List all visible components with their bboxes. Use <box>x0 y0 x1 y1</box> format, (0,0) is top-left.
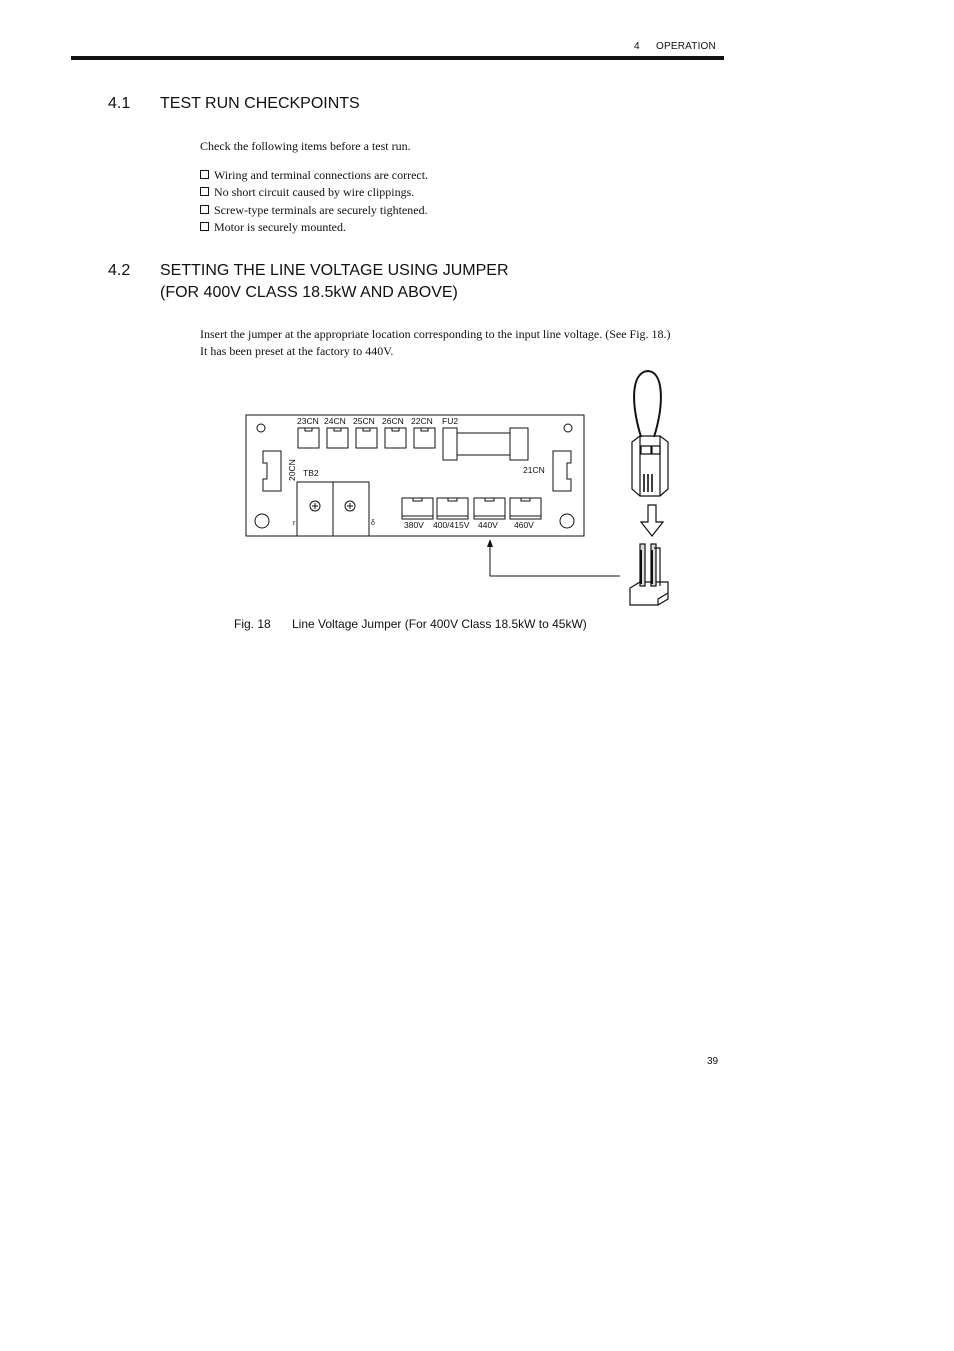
line-voltage-jumper-figure <box>0 0 954 640</box>
connector-25cn <box>356 428 377 448</box>
label-25cn: 25CN <box>353 416 375 426</box>
connector-23cn <box>298 428 319 448</box>
label-26cn: 26CN <box>382 416 404 426</box>
label-440v: 440V <box>478 520 498 530</box>
connector-24cn <box>327 428 348 448</box>
insert-arrow-icon <box>641 505 663 536</box>
figure-caption-number: Fig. 18 <box>234 617 271 631</box>
label-22cn: 22CN <box>411 416 433 426</box>
voltage-selector-connectors <box>402 498 541 519</box>
figure-caption-text: Line Voltage Jumper (For 400V Class 18.5kW to 45kW) <box>292 617 587 631</box>
label-24cn: 24CN <box>324 416 346 426</box>
section-1-number: 4.1 <box>108 95 131 112</box>
section-1-intro: Check the following items before a test run. <box>200 139 411 153</box>
label-terminal-r: r <box>293 520 296 527</box>
connector-22cn <box>414 428 435 448</box>
section-2-title-line2: (FOR 400V CLASS 18.5kW AND ABOVE) <box>160 284 458 301</box>
label-20cn: 20CN <box>287 459 297 481</box>
chapter-number: 4 <box>634 41 640 52</box>
connector-26cn <box>385 428 406 448</box>
mounting-hole <box>564 424 572 432</box>
section-2-title-line1: SETTING THE LINE VOLTAGE USING JUMPER <box>160 262 509 279</box>
label-terminal-s: δ <box>371 520 375 527</box>
mounting-hole <box>560 514 574 528</box>
section-2-paragraph-line1: Insert the jumper at the appropriate location corresponding to the input line voltage. (See Fig. 18.) <box>200 327 671 341</box>
checklist-item-text: Wiring and terminal connections are correct. <box>214 168 429 182</box>
pointer-line <box>490 545 620 576</box>
chapter-title: OPERATION <box>656 41 716 52</box>
section-1-title: TEST RUN CHECKPOINTS <box>160 95 360 112</box>
label-fu2: FU2 <box>442 416 459 426</box>
label-tb2: TB2 <box>303 468 319 478</box>
checklist-item-text: Motor is securely mounted. <box>214 220 346 234</box>
label-21cn: 21CN <box>523 465 545 475</box>
section-2-paragraph-line2: It has been preset at the factory to 440V. <box>200 344 394 358</box>
checklist-item-text: No short circuit caused by wire clippings. <box>214 185 415 199</box>
section-2-number: 4.2 <box>108 262 131 279</box>
pointer-arrowhead <box>487 539 493 547</box>
mounting-hole <box>255 514 269 528</box>
fuse-fu2 <box>443 428 528 460</box>
mounting-hole <box>257 424 265 432</box>
terminal-block-tb2 <box>297 482 369 536</box>
label-380v: 380V <box>404 520 424 530</box>
jumper-plug <box>632 371 668 496</box>
page-number: 39 <box>707 1056 719 1067</box>
checklist-item-text: Screw-type terminals are securely tightened. <box>214 203 428 217</box>
jumper-header-pins <box>630 544 668 605</box>
connector-21cn <box>553 451 571 491</box>
top-connectors <box>298 428 435 448</box>
label-460v: 460V <box>514 520 534 530</box>
label-400-415v: 400/415V <box>433 520 470 530</box>
connector-20cn <box>263 451 281 491</box>
pin-shading <box>640 550 653 584</box>
label-23cn: 23CN <box>297 416 319 426</box>
